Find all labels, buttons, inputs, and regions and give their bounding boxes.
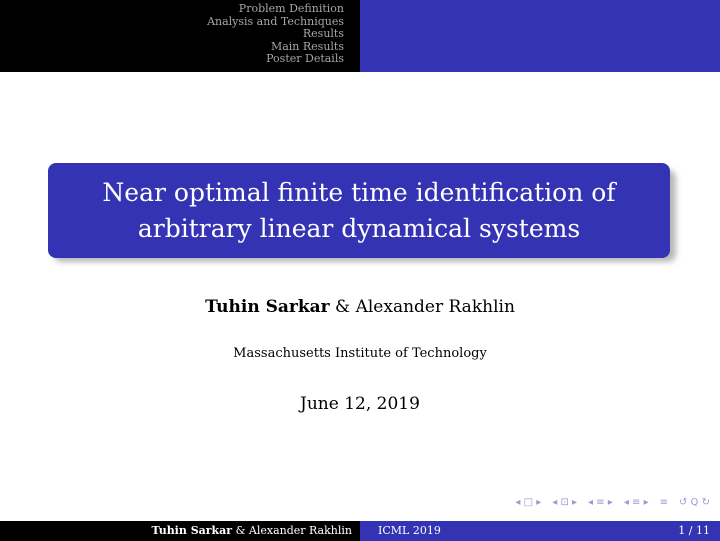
nav-section-results[interactable]: Results	[302, 27, 344, 40]
beamer-nav-symbols	[515, 497, 710, 508]
footer-authors	[0, 521, 360, 541]
author-first: Tuhin Sarkar	[205, 297, 330, 317]
header-right-panel	[360, 0, 720, 72]
institution: Massachusetts Institute of Technology	[233, 346, 487, 361]
nav-section-analysis[interactable]: Analysis and Techniques	[207, 14, 344, 28]
subsection-nav-icon[interactable]: ◂ ⊡ ▸	[552, 497, 578, 508]
footer-author-first: Tuhin Sarkar	[151, 524, 233, 537]
section-list	[207, 3, 344, 66]
search-undo-icon[interactable]: ↺ Q ↻	[679, 497, 710, 508]
presentation-date: June 12, 2019	[300, 394, 420, 414]
section-nav	[0, 0, 360, 72]
section-nav-icon[interactable]: ◂ ≡ ▸	[588, 497, 613, 508]
document-nav-icon[interactable]: ◂ ≡ ▸	[623, 497, 649, 508]
frame-nav-icon[interactable]: ◂ □ ▸	[515, 497, 542, 508]
footer-author-rest: & Alexander Rakhlin	[235, 524, 352, 537]
footer-page-number: 1 / 11	[600, 521, 720, 541]
nav-section-main-results[interactable]: Main Results	[270, 39, 344, 53]
author-second: Alexander Rakhlin	[355, 297, 515, 317]
nav-section-problem-definition[interactable]: Problem Definition	[238, 2, 344, 15]
footer-bar	[0, 521, 720, 541]
title-line-1: Near optimal finite time identification of	[102, 177, 616, 207]
author-line	[0, 297, 720, 317]
nav-section-poster-details[interactable]: Poster Details	[266, 52, 344, 65]
footer-venue: ICML 2019	[360, 521, 600, 541]
header-bar	[0, 0, 720, 72]
author-separator: &	[335, 297, 351, 317]
toc-icon[interactable]: ≡	[659, 497, 668, 508]
title-line-2: arbitrary linear dynamical systems	[137, 213, 581, 243]
title-block	[48, 163, 670, 258]
